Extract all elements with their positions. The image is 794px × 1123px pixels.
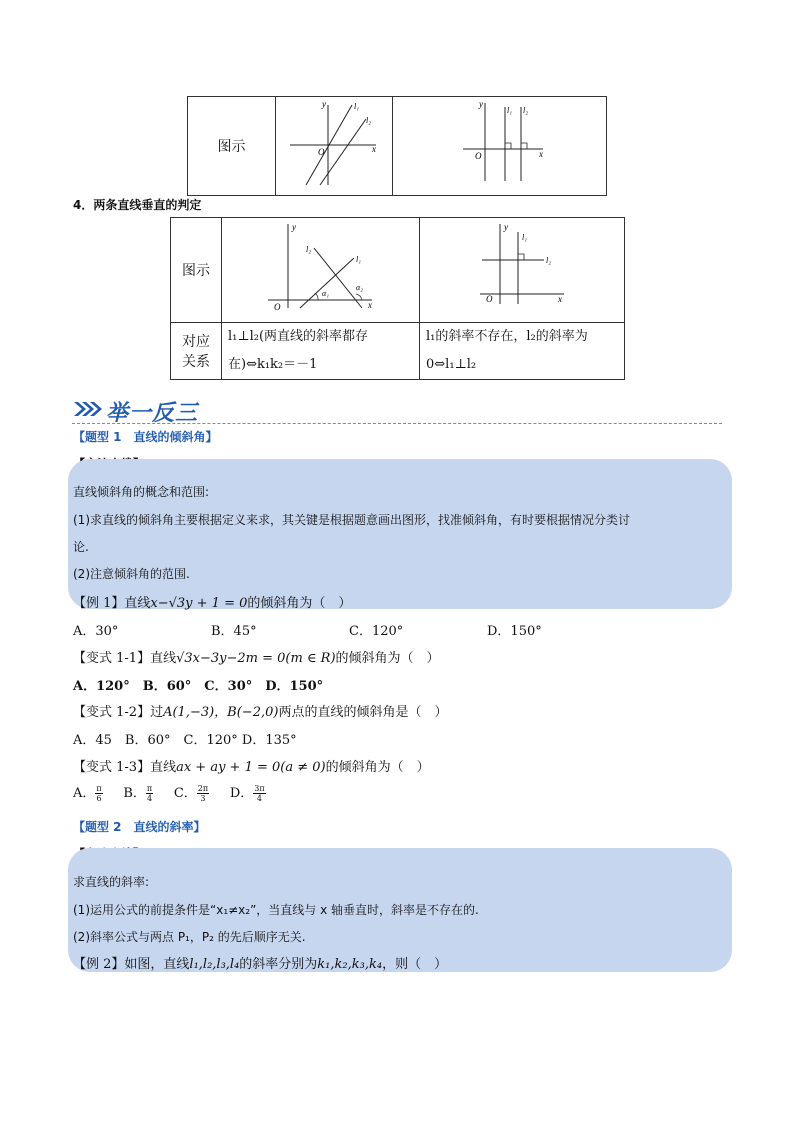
type2-heading: 【题型 2 直线的斜率】 xyxy=(73,820,206,834)
perpendicular-slopes-diagram xyxy=(222,218,419,318)
frac-c-num: 2π xyxy=(197,784,209,793)
example2-math2: k₁,k₂,k₃,k₄ xyxy=(317,957,383,972)
fraction-2pi-3 xyxy=(197,784,209,803)
example2-math: l₁,l₂,l₃,l₄ xyxy=(189,957,240,972)
variant12-suffix: 两点的直线的倾斜角是（ ） xyxy=(278,705,448,720)
frac-b-num: π xyxy=(146,784,153,793)
origin-label: O xyxy=(486,294,493,304)
frac-d-den: 4 xyxy=(256,794,262,803)
example1-math: x−√3y + 1 = 0 xyxy=(150,596,248,611)
method-box-1 xyxy=(68,459,732,609)
y-axis-label: y xyxy=(322,99,326,109)
variant12-prefix: 【变式 1-2】过 xyxy=(73,705,164,720)
banner-text: 举一反三 xyxy=(106,401,199,426)
y-axis-label: y xyxy=(292,222,296,232)
fraction-3pi-4 xyxy=(253,784,265,803)
variant11-prefix: 【变式 1-1】直线 xyxy=(73,651,177,666)
parallel-diagram-2 xyxy=(393,97,607,196)
banner-divider xyxy=(72,423,722,424)
option-c-label: C． xyxy=(173,786,197,801)
variant11-suffix: 的倾斜角为（ ） xyxy=(335,651,440,666)
example1-option-c: C．120° xyxy=(349,624,404,639)
frac-b-den: 4 xyxy=(146,794,153,803)
type2-p2: (1)运用公式的前提条件是“x₁≠x₂”，当直线与 x 轴垂直时，斜率是不存在的. xyxy=(73,903,479,917)
variant13-prefix: 【变式 1-3】直线 xyxy=(73,760,177,775)
perp-relation-left xyxy=(222,323,420,380)
line-l2-label: l₂ xyxy=(306,245,312,254)
type1-p2b: 论. xyxy=(73,540,89,554)
variant12-options: A．45 B．60° C．120° D．135° xyxy=(73,733,297,748)
angle-alpha1-label: α₁ xyxy=(322,289,329,298)
line-l2-label: l₂ xyxy=(366,116,372,125)
fraction-pi-4 xyxy=(146,784,153,803)
perp-relation-right xyxy=(420,323,625,380)
frac-a-den: 6 xyxy=(96,794,102,803)
example1-option-d: D．150° xyxy=(487,624,542,639)
example2-mid: 的斜率分别为 xyxy=(239,957,318,972)
example1-prefix: 【例 1】直线 xyxy=(73,596,151,611)
type2-p3: (2)斜率公式与两点 P₁，P₂ 的先后顺序无关. xyxy=(73,930,306,944)
type1-p1: 直线倾斜角的概念和范围: xyxy=(73,485,210,499)
relation-left-line1: l₁⊥l₂(两直线的斜率都存 xyxy=(228,329,369,344)
parallel-lines-diagram xyxy=(276,97,392,191)
relation-left-line2: 在)⇔k₁k₂＝－1 xyxy=(228,357,318,372)
frac-d-num: 3π xyxy=(254,784,265,793)
line-l1-label: l₁ xyxy=(356,255,362,264)
option-d-label: D． xyxy=(229,786,254,801)
line-l1-label: l₁ xyxy=(522,233,528,242)
type1-p2a: (1)求直线的倾斜角主要根据定义来求，其关键是根据题意画出图形，找准倾斜角，有时要根据情况分类讨 xyxy=(73,513,631,527)
frac-a-num: π xyxy=(96,784,102,793)
frac-c-den: 3 xyxy=(200,794,206,803)
relation-right-line1: l₁的斜率不存在，l₂的斜率为 xyxy=(426,329,588,344)
variant11-math: √3x−3y−2m = 0(m ∈ R) xyxy=(176,651,336,666)
table2-row2-label xyxy=(171,323,222,380)
option-b-label: B． xyxy=(123,786,146,801)
y-axis-label: y xyxy=(479,99,483,109)
x-axis-label: x xyxy=(372,144,376,154)
fraction-pi-6 xyxy=(95,784,102,803)
table2-row1-label: 图示 xyxy=(171,218,222,323)
example1-option-b: B．45° xyxy=(211,624,257,639)
vertical-horizontal-diagram xyxy=(420,218,624,318)
section4-title: 4．两条直线垂直的判定 xyxy=(73,198,202,212)
type2-p1: 求直线的斜率: xyxy=(73,875,150,889)
relation-right-line2: 0⇔l₁⊥l₂ xyxy=(426,357,477,372)
type1-p3: (2)注意倾斜角的范围. xyxy=(73,567,190,581)
line-l1-label: l₁ xyxy=(354,102,360,111)
line-l2-label: l₂ xyxy=(546,256,552,265)
variant-1-1 xyxy=(73,647,440,666)
example1-suffix: 的倾斜角为（ ） xyxy=(247,596,352,611)
line-l1-label: l₁ xyxy=(507,106,513,115)
variant12-math: A(1,−3)，B(−2,0) xyxy=(163,705,279,720)
example1 xyxy=(73,592,351,611)
y-axis-label: y xyxy=(504,222,508,232)
line-l2-label: l₂ xyxy=(523,106,529,115)
variant13-math: ax + ay + 1 = 0(a ≠ 0) xyxy=(176,760,326,775)
origin-label: O xyxy=(318,147,325,157)
x-axis-label: x xyxy=(539,149,543,159)
section-banner xyxy=(72,396,202,426)
perpendicular-figure-table xyxy=(170,217,625,380)
x-axis-label: x xyxy=(558,294,562,304)
origin-label: O xyxy=(274,302,281,312)
table1-row-label: 图示 xyxy=(188,97,276,196)
parallel-figure-table xyxy=(187,96,607,196)
variant13-options xyxy=(73,782,266,803)
x-axis-label: x xyxy=(368,300,372,310)
row2-label-top: 对应 xyxy=(182,334,210,350)
option-a-label: A． xyxy=(73,786,96,801)
parallel-diagram-1 xyxy=(276,97,393,196)
perp-diagram-1 xyxy=(222,218,420,323)
variant-1-3 xyxy=(73,756,430,775)
row2-label-bottom: 关系 xyxy=(182,354,210,370)
variant11-options: A．120° B．60° C．30° D．150° xyxy=(73,679,324,694)
variant13-suffix: 的倾斜角为（ ） xyxy=(325,760,430,775)
vertical-lines-diagram xyxy=(393,97,606,191)
example2-prefix: 【例 2】如图，直线 xyxy=(73,957,190,972)
example1-option-a: A．30° xyxy=(73,624,119,639)
variant-1-2 xyxy=(73,701,447,720)
example2 xyxy=(73,953,447,972)
angle-alpha2-label: α₂ xyxy=(356,283,363,292)
example2-suffix: ，则（ ） xyxy=(382,957,448,972)
type1-heading: 【题型 1 直线的倾斜角】 xyxy=(73,430,218,444)
origin-label: O xyxy=(475,151,482,161)
perp-diagram-2 xyxy=(420,218,625,323)
